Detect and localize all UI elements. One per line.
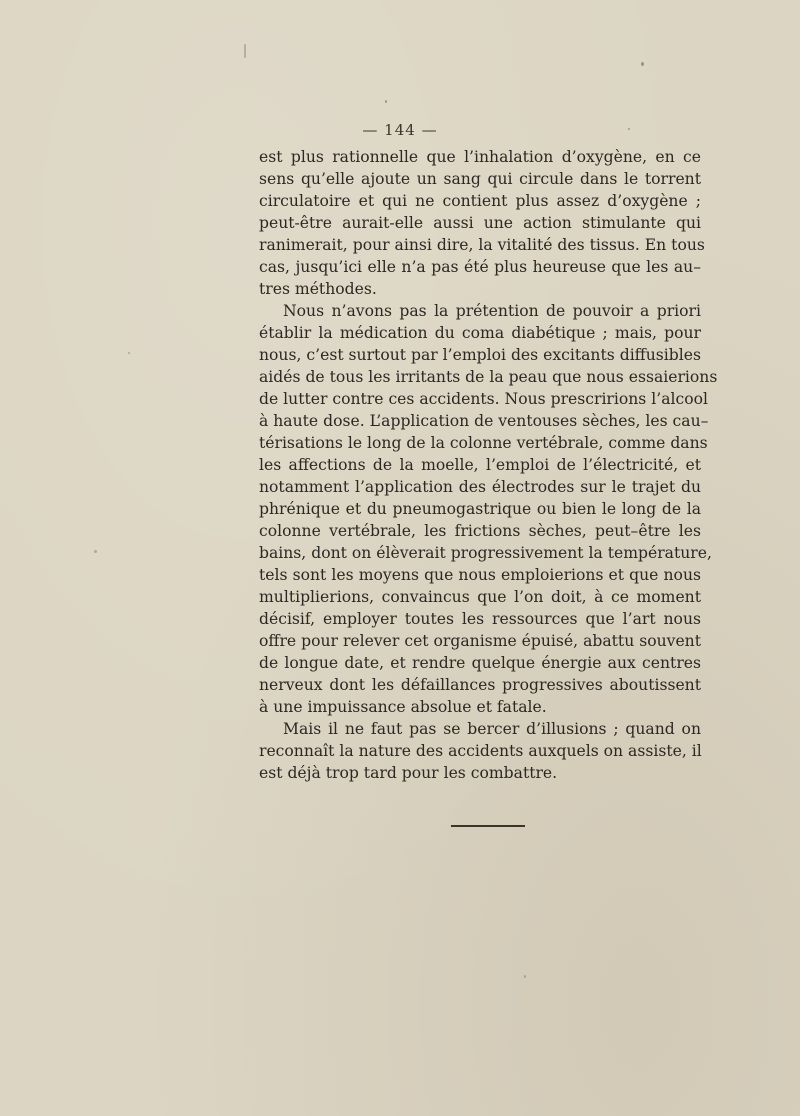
section-end-rule — [451, 825, 525, 827]
text-line: décisif, employer toutes les ressources que l’art nous — [259, 610, 701, 628]
text-line: circulatoire et qui ne contient plus assez d’oxygène ; — [259, 192, 701, 210]
text-line: à haute dose. L’application de ventouses sèches, les cau– — [259, 412, 709, 430]
text-line: reconnaît la nature des accidents auxquels on assiste, il — [259, 742, 702, 760]
text-line: nous, c’est surtout par l’emploi des excitants diffusibles — [259, 346, 701, 364]
paper-speck — [244, 44, 246, 58]
text-line: nerveux dont les défaillances progressives aboutissent — [259, 676, 701, 694]
page-number: — 144 — — [362, 121, 438, 139]
body-text — [259, 146, 718, 784]
text-line: aidés de tous les irritants de la peau que nous essaierions — [259, 368, 718, 386]
text-line: Mais il ne faut pas se bercer d’illusions ; quand on — [283, 720, 701, 738]
text-line: de longue date, et rendre quelque énergie aux centres — [259, 654, 701, 672]
text-line: notamment l’application des électrodes sur le trajet du — [259, 478, 701, 496]
paper-speck — [385, 100, 387, 103]
paper-speck — [524, 975, 526, 978]
text-line: Nous n’avons pas la prétention de pouvoir a priori — [283, 302, 701, 320]
text-line: sens qu’elle ajoute un sang qui circule dans le torrent — [259, 170, 701, 188]
text-line: cas, jusqu’ici elle n’a pas été plus heureuse que les au– — [259, 258, 701, 276]
text-line: les affections de la moelle, l’emploi de l’électricité, et — [259, 456, 701, 474]
text-line: phrénique et du pneumogastrique ou bien le long de la — [259, 500, 701, 518]
text-line: peut-être aurait-elle aussi une action stimulante qui — [259, 214, 701, 232]
text-line: à une impuissance absolue et fatale. — [259, 698, 547, 716]
text-line: établir la médication du coma diabétique ; mais, pour — [259, 324, 701, 342]
text-line: multiplierions, convaincus que l’on doit, à ce moment — [259, 588, 701, 606]
text-line: offre pour relever cet organisme épuisé, abattu souvent — [259, 632, 701, 650]
paragraph-2 — [259, 300, 718, 718]
text-line: térisations le long de la colonne vertébrale, comme dans — [259, 434, 708, 452]
paragraph-3 — [259, 718, 701, 784]
text-line: est plus rationnelle que l’inhalation d’oxygène, en ce — [259, 148, 701, 166]
paper-speck — [641, 62, 644, 66]
text-line: colonne vertébrale, les frictions sèches, peut–être les — [259, 522, 701, 540]
text-line: ranimerait, pour ainsi dire, la vitalité des tissus. En tous — [259, 236, 705, 254]
paragraph-1 — [259, 146, 705, 300]
text-line: tres méthodes. — [259, 280, 377, 298]
paper-speck — [94, 550, 97, 553]
paper-speck — [128, 352, 130, 354]
text-line: est déjà trop tard pour les combattre. — [259, 764, 558, 782]
text-line: bains, dont on élèverait progressivement la température, — [259, 544, 712, 562]
text-line: de lutter contre ces accidents. Nous prescririons l’alcool — [259, 390, 708, 408]
text-line: tels sont les moyens que nous emploierions et que nous — [259, 566, 701, 584]
